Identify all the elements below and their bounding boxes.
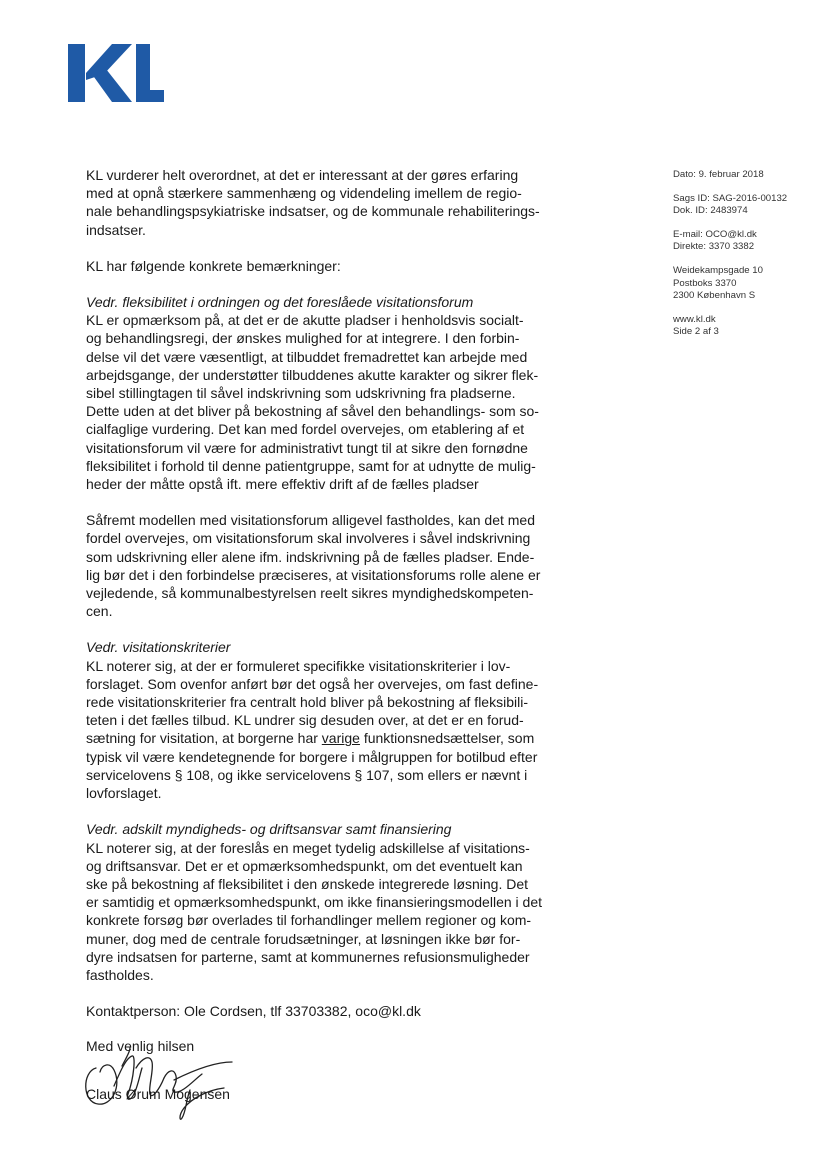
text-line: indsatser. (86, 221, 146, 238)
meta-line: Direkte: 3370 3382 (673, 241, 755, 253)
meta-line: www.kl.dk (673, 313, 716, 325)
meta-ids (673, 193, 823, 218)
text-line: heder der måtte opstå ift. mere effektiv drift af de fælles pladser (86, 476, 479, 493)
section2-heading (86, 638, 572, 656)
meta-line: Side 2 af 3 (673, 326, 719, 338)
text-line: cen. (86, 603, 113, 620)
text-line: teten i det fælles tilbud. KL undrer sig desuden over, at det er en forud- (86, 712, 524, 729)
section-heading: Vedr. fleksibilitet i ordningen og det foreslåede visitationsforum (86, 294, 474, 311)
signer-name: Claus Ørum Mogensen (86, 1086, 230, 1103)
text-line: Dette uden at det bliver på bekostning af såvel den behandlings- som so- (86, 403, 539, 420)
meta-line: Postboks 3370 (673, 277, 737, 289)
contact-line (86, 1002, 572, 1020)
meta-line: 2300 København S (673, 290, 756, 302)
section3-paragraph (86, 839, 572, 985)
text-line: ske på bekostning af fleksibilitet i den ønskede integrerede løsning. Det (86, 875, 529, 892)
text-line: fastholdes. (86, 966, 154, 983)
text-line-with-underline (86, 729, 572, 747)
intro-paragraph (86, 166, 572, 239)
text-line: nale behandlingspsykiatriske indsatser, og de kommunale rehabiliterings- (86, 203, 540, 220)
text-line: som udskrivning eller alene ifm. indskrivning på de fælles pladser. Ende- (86, 548, 535, 565)
handwritten-signature (78, 1028, 238, 1123)
text-line: KL noterer sig, at der foreslås en meget tydelig adskillelse af visitations- (86, 839, 530, 856)
text-line: KL er opmærksom på, at det er de akutte pladser i henholdsvis socialt- (86, 312, 524, 329)
text-line: typisk vil være kendetegnende for borgere i målgruppen for botilbud efter (86, 748, 538, 765)
text-line: er samtidig et opmærksomhedspunkt, om ikke finansieringsmodellen i det (86, 894, 542, 911)
kl-logo-mark (66, 44, 166, 104)
signature-block (86, 1020, 572, 1103)
text-line: KL noterer sig, at der er formuleret specifikke visitationskriterier i lov- (86, 657, 511, 674)
text-line: lig bør det i den forbindelse præciseres, at visitationsforums rolle alene er (86, 566, 541, 583)
letter-body (86, 166, 572, 1103)
text-line: forslaget. Som ovenfor anført bør det også her overvejes, om fast define- (86, 675, 539, 692)
text-line: fordel overvejes, om visitationsforum skal involveres i såvel indskrivning (86, 530, 531, 547)
meta-line: Sags ID: SAG-2016-00132 (673, 192, 788, 204)
section1-heading (86, 293, 572, 311)
closing-greeting: Med venlig hilsen (86, 1038, 195, 1055)
kl-logo (66, 44, 166, 104)
section-heading: Vedr. visitationskriterier (86, 639, 231, 656)
text-line: servicelovens § 108, og ikke servicelovens § 107, som ellers er nævnt i (86, 766, 528, 783)
meta-contact (673, 229, 823, 254)
text-line: med at opnå stærkere sammenhæng og videndeling imellem de regio- (86, 185, 522, 202)
text-line: visitationsforum vil være for administrativt tungt til at sikre den fornødne (86, 439, 528, 456)
meta-date (673, 169, 823, 182)
text-line: konkrete forsøg bør overlades til forhandlinger mellem regioner og kom- (86, 912, 532, 929)
text-line: KL vurderer helt overordnet, at det er interessant at der gøres erfaring (86, 167, 519, 183)
text-line: dyre indsatsen for parterne, samt at kommunernes refusionsmuligheder (86, 948, 530, 965)
text-line: delse vil det være væsentligt, at tilbuddet fremadrettet kan arbejde med (86, 348, 528, 365)
document-meta-sidebar (673, 169, 823, 350)
section3-heading (86, 820, 572, 838)
meta-address (673, 265, 823, 303)
section1-paragraph-2 (86, 511, 572, 620)
contact-person: Kontaktperson: Ole Cordsen, tlf 33703382, oco@kl.dk (86, 1003, 421, 1020)
text-line: og behandlingsregi, der ønskes mulighed for at integrere. I den forbin- (86, 330, 520, 347)
text-line: vejledende, så kommunalbestyrelsen reelt sikres myndighedskompeten- (86, 585, 534, 602)
meta-line: E-mail: OCO@kl.dk (673, 228, 757, 240)
section2-paragraph (86, 657, 572, 803)
section1-paragraph (86, 311, 572, 493)
text-line: muner, dog med de centrale forudsætninger, at løsningen ikke bør for- (86, 930, 521, 947)
meta-line: Dato: 9. februar 2018 (673, 169, 764, 180)
meta-web-page (673, 314, 823, 339)
text-line: lovforslaget. (86, 785, 162, 802)
text-line: fleksibilitet i forhold til denne patientgruppe, samt for at udnytte de mulig- (86, 457, 536, 474)
text-line: Såfremt modellen med visitationsforum alligevel fastholdes, kan det med (86, 512, 535, 529)
text-segment: sætning for visitation, at borgerne har (86, 730, 322, 747)
text-line: KL har følgende konkrete bemærkninger: (86, 257, 341, 274)
section-heading: Vedr. adskilt myndigheds- og driftsansvar samt finansiering (86, 821, 452, 838)
text-line: og driftsansvar. Det er et opmærksomhedspunkt, om det eventuelt kan (86, 857, 523, 874)
remarks-intro (86, 257, 572, 275)
text-line: cialfaglige vurdering. Det kan med fordel overvejes, om etablering af et (86, 421, 525, 438)
underlined-word: varige (321, 730, 360, 747)
meta-line: Dok. ID: 2483974 (673, 205, 748, 217)
text-line: arbejdsgange, der understøtter tilbuddenes akutte karakter og sikrer flek- (86, 366, 539, 383)
text-segment: funktionsnedsættelser, som (359, 730, 535, 747)
text-line: rede visitationskriterier fra centralt hold bliver på bekostning af fleksibili- (86, 694, 528, 711)
text-line: sibel stillingtagen til såvel indskrivning som udskrivning fra pladserne. (86, 385, 516, 402)
meta-line: Weidekampsgade 10 (673, 264, 763, 276)
